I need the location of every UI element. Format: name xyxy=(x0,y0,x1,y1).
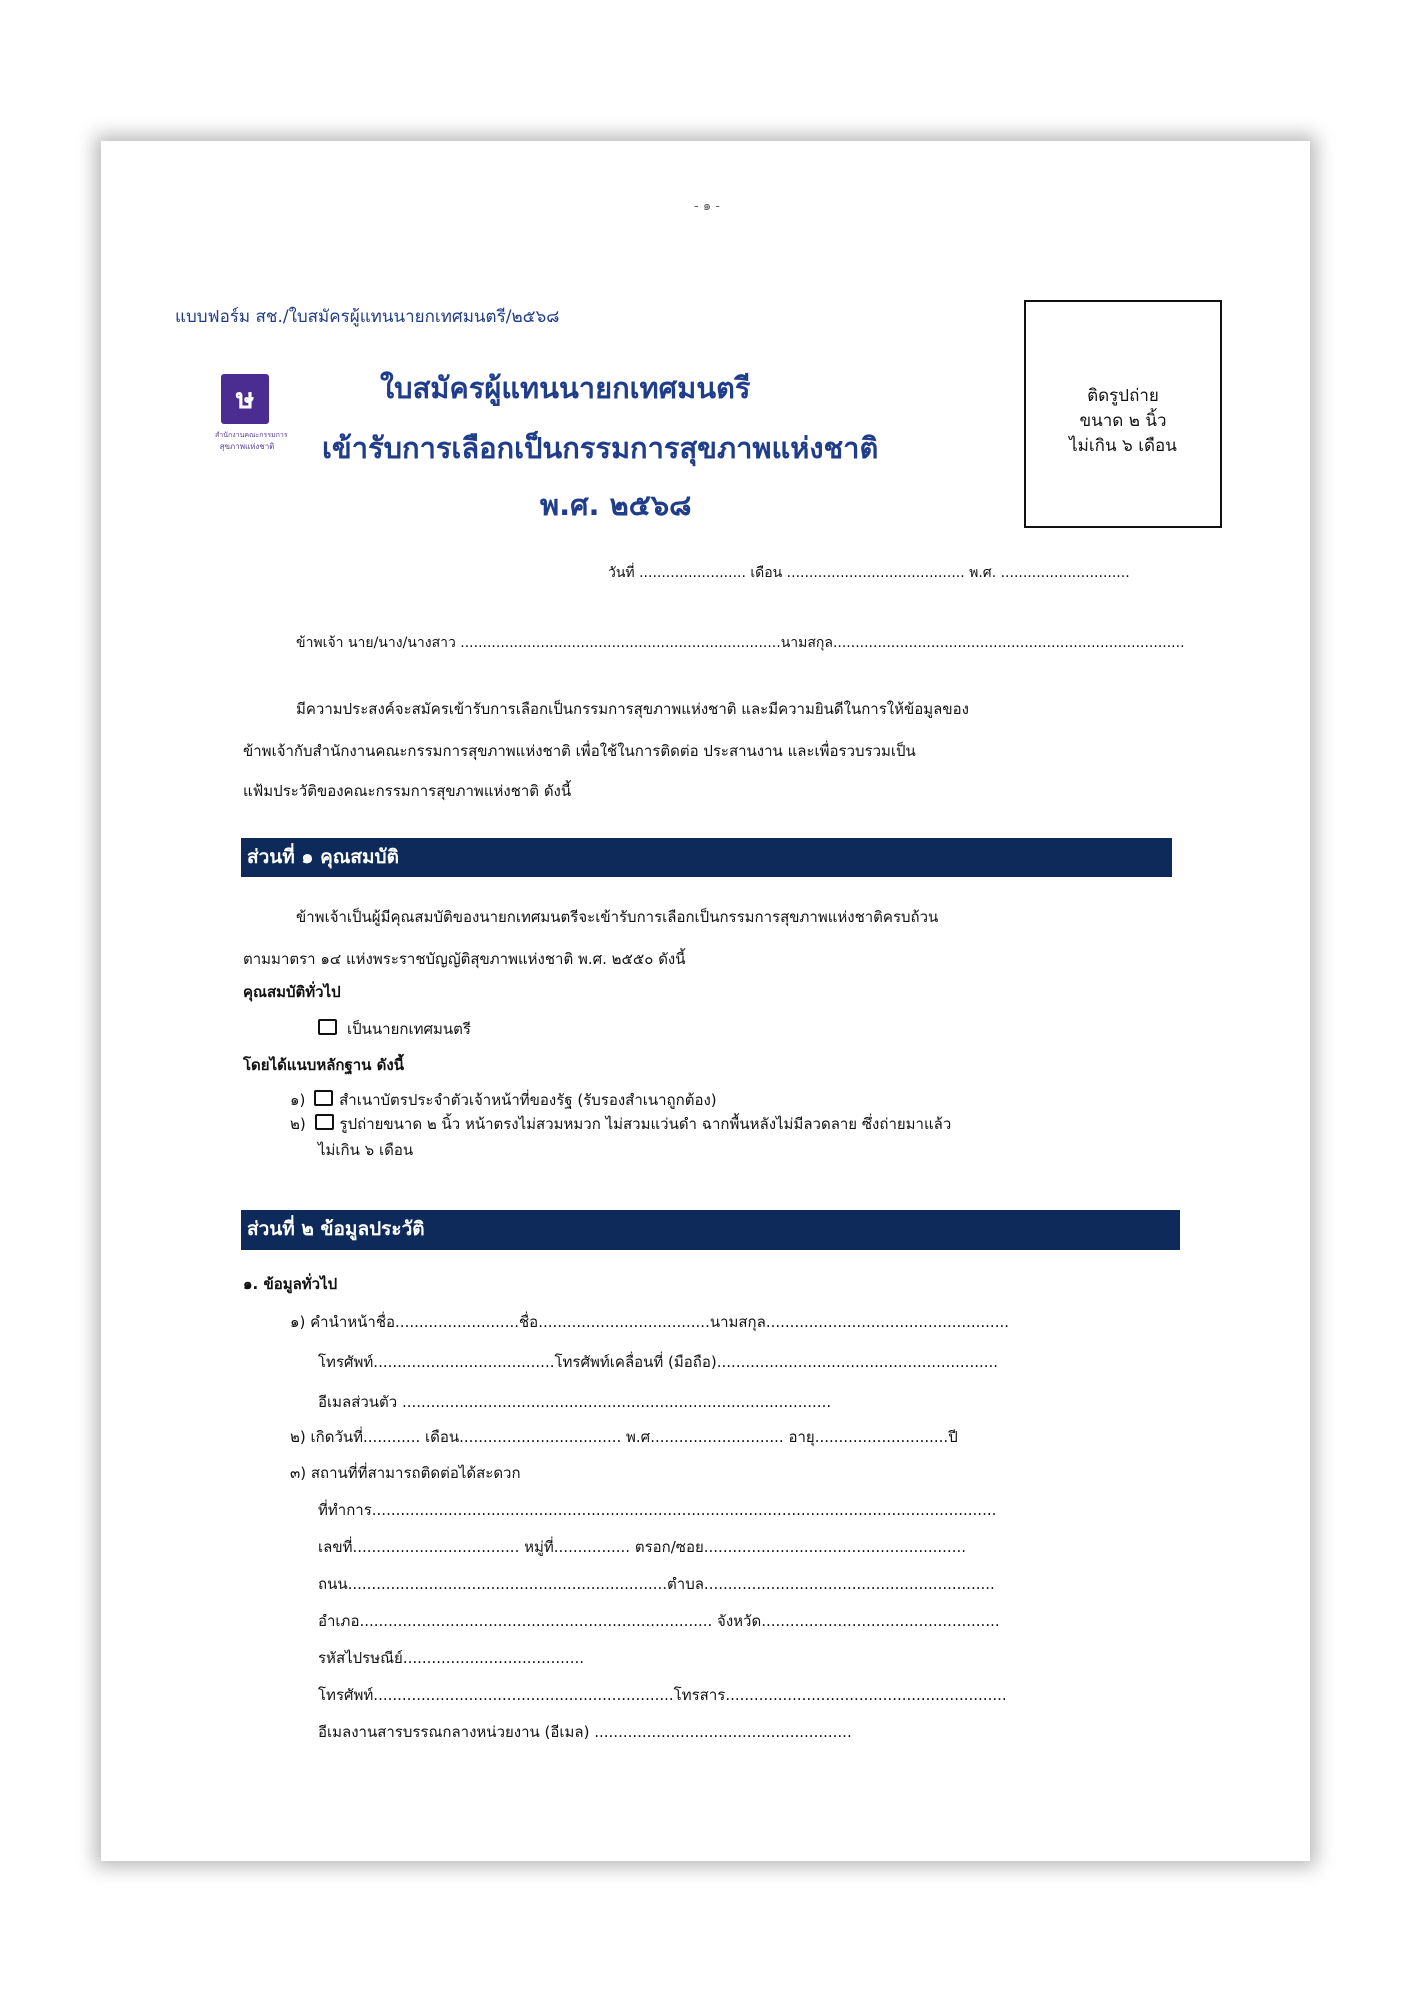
evidence2-label: รูปถ่ายขนาด ๒ นิ้ว หน้าตรงไม่สวมหมวก ไม่สวมแว่นดำ ฉากพื้นหลังไม่มีลวดลาย ซึ่งถ่ายมาแล้ว xyxy=(339,1115,952,1133)
info-line-office-phone: โทรศัพท์...............................................................โทรสาร........................................................... xyxy=(318,1686,1007,1704)
form-code: แบบฟอร์ม สช./ใบสมัครผู้แทนนายกเทศมนตรี/๒๕๖๘ xyxy=(175,307,560,327)
photo-box-line2: ขนาด ๒ นิ้ว xyxy=(1079,411,1167,431)
title-line1: ใบสมัครผู้แทนนายกเทศมนตรี xyxy=(380,371,751,405)
logo-mark-icon: ษ xyxy=(221,374,269,424)
evidence2-number: ๒) xyxy=(290,1115,306,1133)
photo-box xyxy=(1024,300,1222,528)
info-line-contact-heading: ๓) สถานที่ที่สามารถติดต่อได้สะดวก xyxy=(290,1464,521,1482)
mayor-checkbox[interactable] xyxy=(318,1019,337,1035)
evidence2-row xyxy=(290,1112,951,1136)
info-line-district: อำเภอ.......................................................................... จังหวัด.................................................. xyxy=(318,1612,1000,1630)
info-line-phone: โทรศัพท์......................................โทรศัพท์เคลื่อนที่ (มือถือ)........................................................... xyxy=(318,1353,999,1371)
info-line-birth: ๒) เกิดวันที่............ เดือน.................................. พ.ศ............................ อายุ............................ปี xyxy=(290,1428,958,1446)
info-line-road: ถนน...................................................................ตำบล............................................................. xyxy=(318,1575,995,1593)
general-info-heading: ๑. ข้อมูลทั่วไป xyxy=(243,1275,338,1293)
info-line-postcode: รหัสไปรษณีย์...................................... xyxy=(318,1649,585,1667)
title-line3: พ.ศ. ๒๕๖๘ xyxy=(540,488,692,522)
photo-box-line3: ไม่เกิน ๖ เดือน xyxy=(1069,436,1177,456)
evidence2-line2: ไม่เกิน ๖ เดือน xyxy=(318,1141,414,1159)
intro-line3: แฟ้มประวัติของคณะกรรมการสุขภาพแห่งชาติ ดังนี้ xyxy=(243,782,572,800)
date-line: วันที่ ........................ เดือน ........................................ พ.ศ. ............................. xyxy=(608,565,1130,581)
photo-box-line1: ติดรูปถ่าย xyxy=(1087,386,1159,406)
evidence1-row xyxy=(290,1088,717,1112)
mayor-checkbox-label: เป็นนายกเทศมนตรี xyxy=(347,1020,471,1038)
section1-heading: ส่วนที่ ๑ คุณสมบัติ xyxy=(241,838,1172,877)
info-line-office-email: อีเมลงานสารบรรณกลางหน่วยงาน (อีเมล) ...................................................... xyxy=(318,1723,852,1741)
intro-line1: มีความประสงค์จะสมัครเข้ารับการเลือกเป็นกรรมการสุขภาพแห่งชาติ และมีความยินดีในการให้ข้อมูลของ xyxy=(296,700,969,718)
general-qualifications-heading: คุณสมบัติทั่วไป xyxy=(243,983,341,1001)
logo-text-line2: สุขภาพแห่งชาติ xyxy=(219,442,275,451)
info-line-email: อีเมลส่วนตัว .......................................................................................... xyxy=(318,1393,832,1411)
info-line-address: เลขที่................................... หมู่ที่................ ตรอก/ซอย....................................................... xyxy=(318,1538,966,1556)
logo-text-line1: สำนักงานคณะกรรมการ xyxy=(215,431,288,439)
evidence2-checkbox[interactable] xyxy=(315,1114,334,1130)
title-line2: เข้ารับการเลือกเป็นกรรมการสุขภาพแห่งชาติ xyxy=(322,431,879,465)
section1-para-line1: ข้าพเจ้าเป็นผู้มีคุณสมบัติของนายกเทศมนตรีจะเข้ารับการเลือกเป็นกรรมการสุขภาพแห่งชาติครบถ้วน xyxy=(296,908,939,926)
section1-para-line2: ตามมาตรา ๑๔ แห่งพระราชบัญญัติสุขภาพแห่งชาติ พ.ศ. ๒๕๕๐ ดังนี้ xyxy=(243,950,686,968)
intro-line2: ข้าพเจ้ากับสำนักงานคณะกรรมการสุขภาพแห่งชาติ เพื่อใช้ในการติดต่อ ประสานงาน และเพื่อรวบรวมเป็น xyxy=(243,742,916,760)
section2-heading: ส่วนที่ ๒ ข้อมูลประวัติ xyxy=(241,1210,1180,1250)
evidence1-label: สำเนาบัตรประจำตัวเจ้าหน้าที่ของรัฐ (รับรองสำเนาถูกต้อง) xyxy=(339,1091,717,1109)
info-line-office: ที่ทำการ................................................................................................................................... xyxy=(318,1501,997,1519)
page-number: - ๑ - xyxy=(694,199,720,214)
evidence1-checkbox[interactable] xyxy=(314,1090,333,1106)
name-line: ข้าพเจ้า นาย/นาง/นางสาว ........................................................................นามสกุล............................................................................... xyxy=(296,635,1185,651)
evidence-heading: โดยได้แนบหลักฐาน ดังนี้ xyxy=(243,1056,404,1074)
info-line-name: ๑) คำนำหน้าชื่อ..........................ชื่อ....................................นามสกุล................................................... xyxy=(290,1313,1010,1331)
checkbox-mayor-row xyxy=(318,1017,471,1041)
evidence1-number: ๑) xyxy=(290,1091,306,1109)
organization-logo xyxy=(215,374,297,474)
